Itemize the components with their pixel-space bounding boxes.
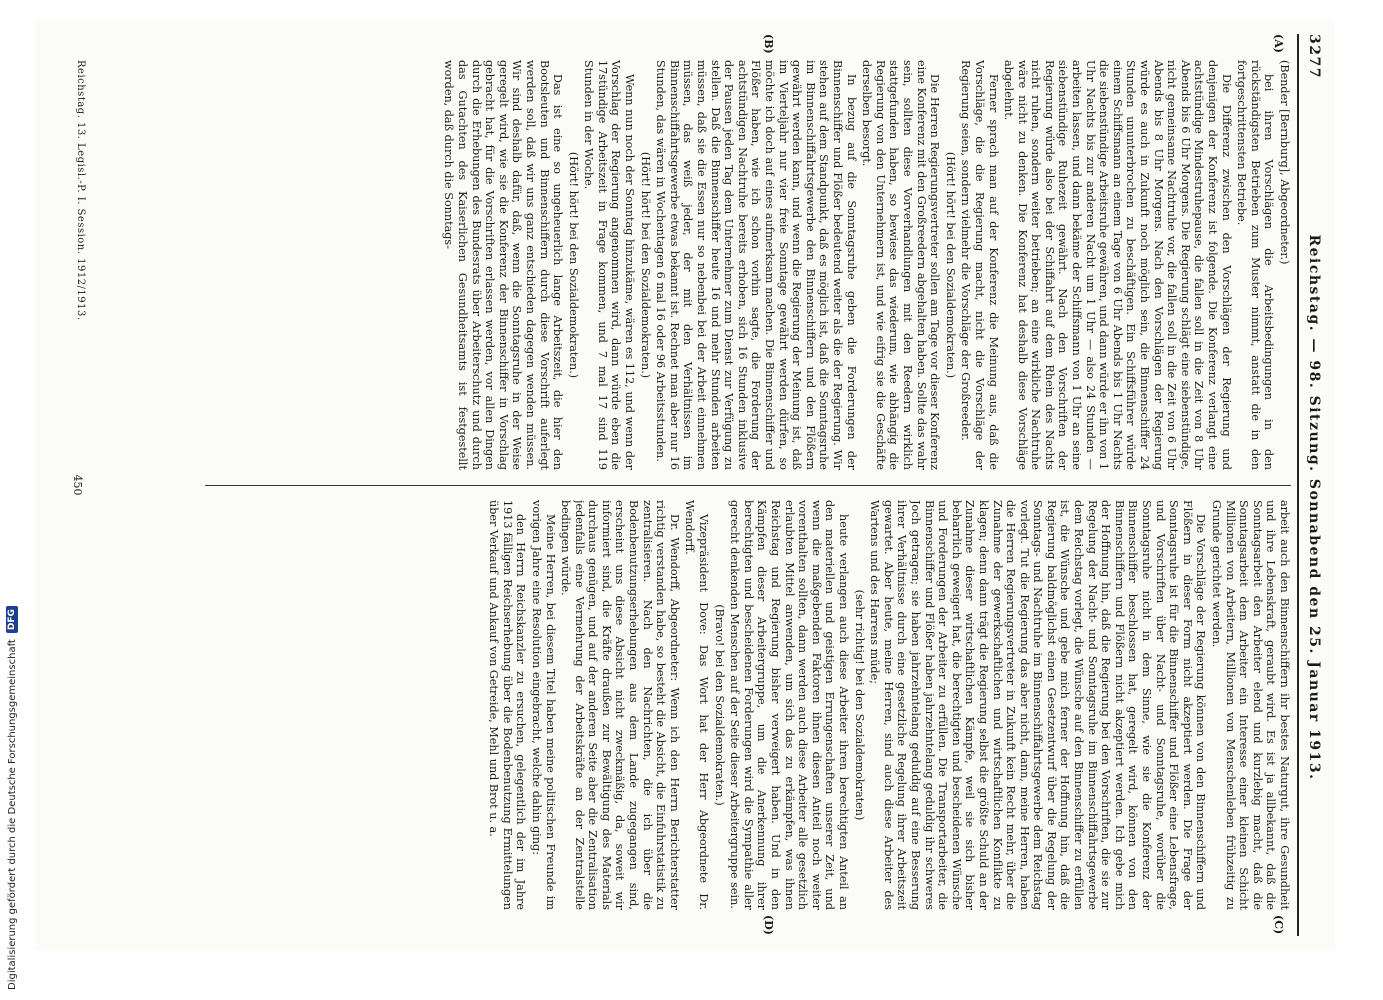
left-paragraph: Ferner sprach man auf der Konferenz die Meinung aus, daß die Vorschläge, die die Regierung macht, nicht die Vorschläge der Regierung seien, sondern vielmehr die Vorschläge der Großreeder. [959,60,1000,470]
digitization-note [4,560,20,990]
interjection: (Bravo! bei den Sozialdemokraten.) [712,604,726,806]
page-number: 3277 [1306,34,1322,79]
right-paragraph: Meine Herren, bei diesem Titel haben meine politischen Freunde im vorigen Jahre eine Resolution eingebracht, welche dahin ging: [529,500,557,910]
interjection: (Hört! hört! bei den Sozialdemokraten.) [943,151,957,379]
margin-mark-b: (B) [762,34,775,54]
interjection: (Hört! hört! bei den Sozialdemokraten.) [638,151,652,379]
page-header [1303,34,1325,936]
left-column [95,60,1291,470]
scanned-page [35,20,1335,950]
resolution-quote: den Herrn Reichskanzler zu ersuchen, gelegentlich der im Jahre 1913 fälligen Reichserhebung über die Bodenbenutzung Ermittelungen über Verkauf und Ankauf von Getreide, Mehl und Brot u. a. [487,500,528,910]
digitization-note-text: Digitalisierung gefördert durch die Deutsche Forschungsgemeinschaft [6,639,18,990]
right-paragraph: Die Vorschläge der Regierung können von den Binnenschiffern und Flößern in dieser Form nicht akzeptiert werden. Die Frage der Sonntagsruhe ist für die Binnenschiffer und Flößer eine Lebensfrage, und Vorschriften über Nacht- und Sonntagsruhe, worüber die Sonntagsruhe nicht in dem Sinne, wie sie die Konferenz der Binnenschiffer beschlossen hat, geregelt wird, können von den Binnenschiffern und Flößern nicht akzeptiert werden. Ich gebe mich der Hoffnung hin, daß die Regierung bei den Vorschriften, die sie zur Regelung der Nacht- und Sonntagsruhe im Binnenschiffahrtsgewerbe dem Reichstag vorlegt, die Wünsche auf den Binnenschiffer zu erfüllen ist, die Wünsche und gebe mich ferner der Hoffnung hin, daß die Regierung baldmöglichst einen Gesetzentwurf über die Regelung der Sonntags- und Nachtruhe im Binnenschiffahrtsgewerbe dem Reichstag vorlegt. Tut die Regierung das aber nicht, dann, meine Herren, haben die Herren Regierungsvertreter in Zukunft kein Recht mehr, über die Zunahme der gewerkschaftlichen und wirtschaftlichen Konflikte zu klagen; denn dann trägt die Regierung selbst die größte Schuld an der Zunahme dieser wirtschaftlichen Kämpfe, weil sie sich bisher beharrlich geweigert hat, die berechtigten und bescheidenen Wünsche und Forderungen der Arbeiter zu erfüllen. Die Transportarbeiter, die Binnenschiffer und Flößer haben jahrzehntelang geduldig ihr schweres Joch getragen; sie haben jahrzehntelang geduldig auf eine Besserung ihrer Verhältnisse durch eine gesetzliche Regelung ihrer Arbeitszeit gewartet. Aber heute, meine Herren, sind auch diese Arbeiter des Wartens und des Harrens müde; [868,500,1208,910]
margin-mark-a: (A) [1272,34,1285,53]
left-paragraph: Wenn nun noch der Sonntag hinzukäme, wären es 112, und wenn der Vorschlag der Regierung angenommen wird, dann würde eben die 17stündige Arbeitszeit in Frage kommen, und 7 mal 17 sind 119 Stunden in der Woche. [582,60,637,470]
left-paragraph: In bezug auf die Sonntagsruhe geben die Forderungen der Binnenschiffer und Flößer bedeutend weiter als die der Regierung. Wir stehen auf dem Standpunkt, daß es möglich ist, daß die Sonntagsruhe im Binnenschiffahrtsgewerbe den Binnenschiffern und den Flößern gewährt werden kann, und wenn die Regierung der Meinung ist, daß im Vierteljahr nur vier freie Sonntage gewährt werden dürfen, so möchte ich doch auf eines aufmerksam machen. Die Binnenschiffer und Flößer haben, wie ich schon vorhin sagte, die Forderung der achtstündigen Nachtruhe bereits erhoben, sich 16 Stunden inklusive der Pausen jeden Tag dem Unternehmer zum Dienst zur Verfügung zu stellen. Daß die Binnenschiffer heute 16 und mehr Stunden arbeiten müssen, daß sie die Essen nur so nebenbei bei der Arbeit einnehmen müssen, das weiß jeder, der mit den Verhältnissen im Binnenschiffahrtsgewerbe etwas bekannt ist. Rechnet man aber nur 16 Stunden, das wären in Wochentagen 6 mal 16 oder 96 Arbeitsstunden. [654,60,858,470]
interjection: (sehr richtig! bei den Sozialdemokraten) [852,589,866,821]
right-column [95,500,1291,910]
left-paragraph: Das ist eine so ungeheuerlich lange Arbeitszeit, die hier den Bootsleuten und Binnenschiffern durch diese Vorschrift auferlegt werden soll, daß wir uns ganz entschieden dagegen wenden müssen. Wir sind deshalb dafür, daß, wenn die Sonntagsruhe in der Weise geregelt wird, wie sie die Konferenz der Binnenschiffer in Vorschlag gebracht hat, für die Vorschriften erlassen werden, vor allen Dingen durch die Erhebungen des Bundesrats über Arbeiterschutz und durch das Gutachten des Kaiserlichen Gesundheitsamts ist festgestellt worden, daß durch die Sonntags- [442,60,565,470]
right-paragraph: Dr. Wendorff, Abgeordneter: Wenn ich den Herrn Berichterstatter richtig verstanden habe, so besteht die Absicht, die Einfuhrstatistik zu zentralisieren. Nach den Nachrichten, die ich über die Bodenbenutzungserhebungen aus dem Lande zugegangen sind, erscheint uns diese Absicht nicht zweckmäßig, da, soweit wir informiert sind, die Kräfte draußen zur Bewältigung des Materials durchaus genügen, und auf der anderen Seite aber die Zentralisation jedenfalls eine Vermehrung der Arbeitskräfte an der Zentralstelle bedingen würde. [559,500,681,910]
margin-mark-d: (D) [762,915,775,935]
interjection: (Hört! hört! bei den Sozialdemokraten.) [566,151,580,379]
session-footer: Reichstag. 13. Legisl.-P. I. Session. 1912/1913. [75,60,86,321]
left-paragraph: bei ihren Vorschlägen die Arbeitsbedingungen in den rückständigsten Betrieben zum Muster nimmt, anstatt die in den fortgeschrittensten Betriebe. [1235,60,1276,470]
dfg-logo: DFG [6,606,18,633]
header-rule [1297,34,1299,936]
left-paragraph: Die Herren Regierungsvertreter sollen am Tage vor dieser Konferenz eine Konferenz mit den Großreedern abgehalten haben. Sollte das wahr sein, sollten diese Vorverhandlungen mit den Reedern wirklich stattgefunden haben, so bewiese das wiederum, wie abhängig die Regierung von den Unternehmern ist, und wie eifrig sie die Geschäfte derselben besorgt. [860,60,942,470]
right-paragraph: arbeit auch den Binnenschiffern ihr bestes Naturgut, ihre Gesundheit und ihre Lebenskraft, geraubt wird. Es ist ja allbekannt, daß die Sonntagsarbeit den Arbeiter elend und kurzlebig macht, daß die Sonntagsarbeit dem Arbeiter ein Interesse einer kleinen Schicht Millionen von Arbeitern, Millionen von Menschenleben frühzeitig zu Grunde gerichtet werden. [1210,500,1291,910]
speaker-announcement: Vizepräsident Dove: Das Wort hat der Herr Abgeordnete Dr. Wendorff. [683,500,711,910]
column-divider [205,485,1291,486]
right-paragraph: heute verlangen auch diese Arbeiter ihren berechtigten Anteil an den materiellen und geistigen Errungenschaften unserer Zeit, und wenn die maßgebenden Faktoren ihnen diesen Anteil noch weiter vorenthalten sollten, dann werden auch diese Arbeiter alle gesetzlich erlaubten Mittel anwenden, um sich das zu erkämpfen, was ihnen Reichstag und Regierung bisher verweigert haben. Und in den Kämpfen dieser Arbeitergruppe, um die Anerkennung ihrer berechtigten und bescheidenen Forderungen wird die Sympathie aller gerecht denkenden Menschen auf der Seite dieser Arbeitergruppe sein. [728,500,850,910]
margin-mark-c: (C) [1272,915,1285,935]
footer-page-label: 450 [71,474,84,496]
speaker-line: (Bender [Bernburg], Abgeordneter.) [1278,60,1291,265]
page-title: Reichstag. — 98. Sitzung. Sonnabend den 25. Januar 1913. [1306,234,1322,781]
left-paragraph: Die Differenz zwischen den Vorschlägen der Regierung und denjenigen der Konferenz ist folgende. Die Konferenz verlangt eine achtstündige Mindestruhepause, die fallen soll in die Zeit von 8 Uhr Abends bis 6 Uhr Morgens. Die Regierung schlägt eine siebenstündige, nicht gemeinsame Nachtruhe vor, die fallen soll in die Zeit von 6 Uhr Abends bis 8 Uhr Morgens. Nach den Vorschlägen der Regierung würde es auch in Zukunft noch möglich sein, die Binnenschiffer 24 Stunden ununterbrochen zu beschäftigen. Ein Schiffsführer würde einem Schiffsmann an einem Tage von 6 Uhr Abends bis 1 Uhr Nachts die siebenstündige Arbeitsruhe gewähren, und dann würde er ihn von 1 Uhr Nachts bis zur anderen Nacht um 1 Uhr — also 24 Stunden — arbeiten lassen, und dann bekäme der Schiffsmann von 1 Uhr an seine siebenstündige Ruhezeit gewährt. Nach den Vorschriften der Regierung würde also bei der Schiffahrt auf dem Rhein des Nachts nicht ruhen, sondern weiter betrieben; an eine wirkliche Nachtruhe wäre nicht zu denken. Die Konferenz hat deshalb diese Vorschläge abgelehnt. [1002,60,1233,470]
